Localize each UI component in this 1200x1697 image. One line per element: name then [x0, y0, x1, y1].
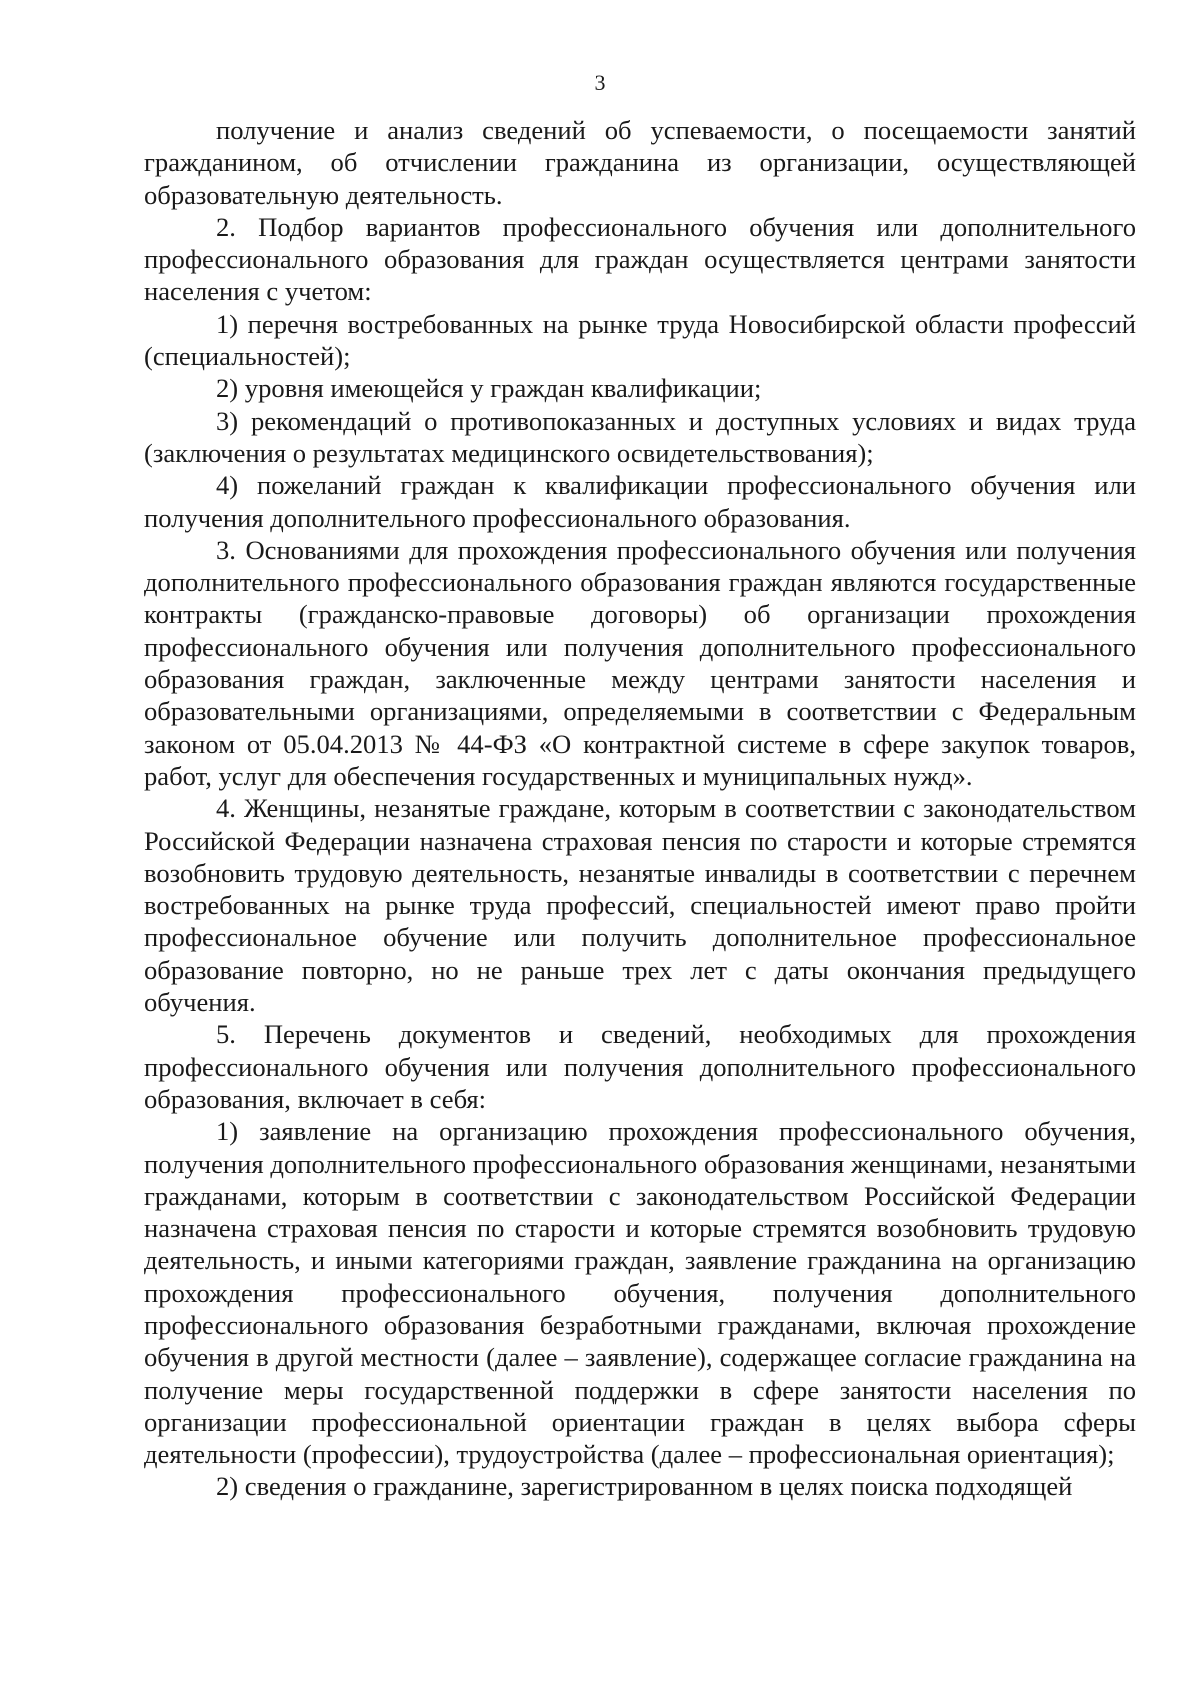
- document-body: [144, 114, 1136, 1503]
- subitem-2-2: 2) уровня имеющейся у граждан квалификации;: [216, 373, 762, 404]
- paragraph-item-2: 2. Подбор вариантов профессионального обучения или дополнительного профессионального образования для граждан осуществляется центрами занятости населения с учетом:: [144, 211, 1136, 307]
- paragraph-item-4: 4. Женщины, незанятые граждане, которым в соответствии с законодательством Российской Федерации назначена страховая пенсия по старости и которые стремятся возобновить трудовую деятельность, незанятые инвалиды в соответствии с перечнем востребованных на рынке труда профессий, специальностей имеют право пройти профессиональное обучение или получить дополнительное профессиональное образование повторно, но не раньше трех лет с даты окончания предыдущего обучения.: [144, 793, 1136, 1018]
- subitem-5-1: 1) заявление на организацию прохождения профессионального обучения, получения дополнительного профессионального образования женщинами, незанятыми гражданами, которым в соответствии с законодательством Российской Федерации назначена страховая пенсия по старости и которые стремятся возобновить трудовую деятельность, и иными категориями граждан, заявление гражданина на организацию прохождения профессионального обучения, получения дополнительного профессионального образования безработными гражданами, включая прохождение обучения в другой местности (далее – заявление), содержащее согласие гражданина на получение меры государственной поддержки в сфере занятости населения по организации профессиональной ориентации граждан в целях выбора сферы деятельности (профессии), трудоустройства (далее – профессиональная ориентация);: [144, 1116, 1136, 1470]
- subitem-2-4: 4) пожеланий граждан к квалификации профессионального обучения или получения дополнительного профессионального образования.: [144, 470, 1136, 533]
- paragraph-continuation: получение и анализ сведений об успеваемости, о посещаемости занятий гражданином, об отчислении гражданина из организации, осуществляющей образовательную деятельность.: [144, 115, 1136, 210]
- paragraph-item-3: 3. Основаниями для прохождения профессионального обучения или получения дополнительного профессионального образования граждан являются государственные контракты (гражданско-правовые договоры) об организации прохождения профессионального обучения или получения дополнительного профессионального образования граждан, заключенные между центрами занятости населения и образовательными организациями, определяемыми в соответствии с Федеральным законом от 05.04.2013 № 44-ФЗ «О контрактной системе в сфере закупок товаров, работ, услуг для обеспечения государственных и муниципальных нужд».: [144, 534, 1136, 791]
- page-number: 3: [594, 70, 606, 95]
- subitem-5-2: 2) сведения о гражданине, зарегистрированном в целях поиска подходящей: [216, 1471, 1073, 1502]
- subitem-2-3: 3) рекомендаций о противопоказанных и доступных условиях и видах труда (заключения о результатах медицинского освидетельствования);: [144, 405, 1136, 468]
- paragraph-item-5: 5. Перечень документов и сведений, необходимых для прохождения профессионального обучения или получения дополнительного профессионального образования, включает в себя:: [144, 1019, 1136, 1114]
- subitem-2-1: 1) перечня востребованных на рынке труда Новосибирской области профессий (специальностей);: [144, 308, 1136, 372]
